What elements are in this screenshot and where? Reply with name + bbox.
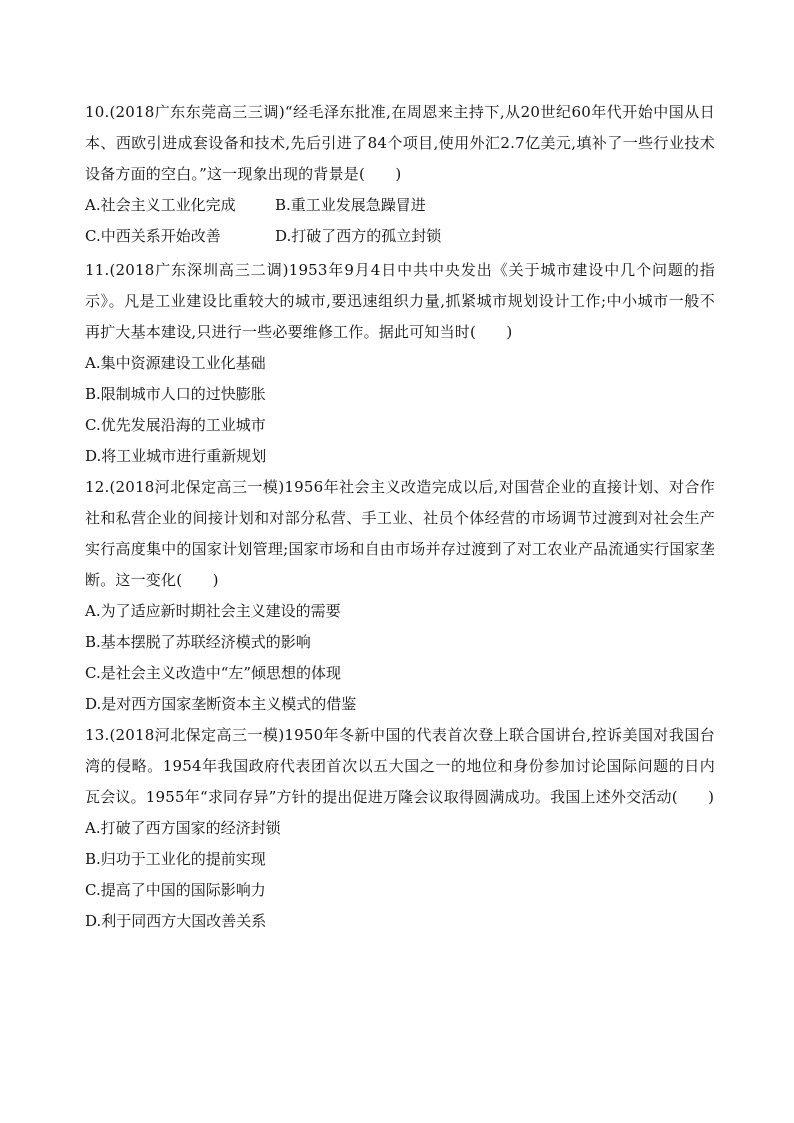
question-10-stem: 10.(2018广东东莞高三三调)“经毛泽东批准,在周恩来主持下,从20世纪60年代开始中国从日本、西欧引进成套设备和技术,先后引进了84个项目,使用外汇2.7亿美元,填补了一些行业技术设备方面的空白。”这一现象出现的背景是( ) xyxy=(85,103,715,183)
question-12-option-a[interactable]: A.为了适应新时期社会主义建设的需要 xyxy=(85,602,341,620)
question-12-stem: 12.(2018河北保定高三一模)1956年社会主义改造完成以后,对国营企业的直接计划、对合作社和私营企业的间接计划和对部分私营、手工业、社员个体经营的市场调节过渡到对社会生产实行高度集中的国家计划管理;国家市场和自由市场并存过渡到了对工农业产品流通实行国家垄断。这一变化( ) xyxy=(85,478,715,589)
question-13-stem: 13.(2018河北保定高三一模)1950年冬新中国的代表首次登上联合国讲台,控诉美国对我国台湾的侵略。1954年我国政府代表团首次以五大国之一的地位和身份参加讨论国际问题的日内瓦会议。1955年“求同存异”方针的提出促进万隆会议取得圆满成功。我国上述外交活动( ) xyxy=(85,726,715,806)
question-10-option-c[interactable]: C.中西关系开始改善 xyxy=(85,227,221,245)
question-11-option-a[interactable]: A.集中资源建设工业化基础 xyxy=(85,354,266,372)
question-10-option-d[interactable]: D.打破了西方的孤立封锁 xyxy=(275,227,442,245)
question-13-option-c[interactable]: C.提高了中国的国际影响力 xyxy=(85,881,266,899)
question-11 xyxy=(85,255,715,937)
question-10-options-row-2 xyxy=(85,221,715,252)
question-12-option-b[interactable]: B.基本摆脱了苏联经济模式的影响 xyxy=(85,633,311,651)
question-10-option-a[interactable]: A.社会主义工业化完成 xyxy=(85,196,236,214)
question-10-options-row-1 xyxy=(85,190,715,221)
question-11-option-c[interactable]: C.优先发展沿海的工业城市 xyxy=(85,416,266,434)
question-13-option-b[interactable]: B.归功于工业化的提前实现 xyxy=(85,850,266,868)
question-11-option-b[interactable]: B.限制城市人口的过快膨胀 xyxy=(85,385,266,403)
question-13-option-d[interactable]: D.利于同西方大国改善关系 xyxy=(85,912,267,930)
question-12-option-d[interactable]: D.是对西方国家垄断资本主义模式的借鉴 xyxy=(85,695,357,713)
question-11-option-d[interactable]: D.将工业城市进行重新规划 xyxy=(85,447,267,465)
question-13-option-a[interactable]: A.打破了西方国家的经济封锁 xyxy=(85,819,281,837)
question-12-option-c[interactable]: C.是社会主义改造中“左”倾思想的体现 xyxy=(85,664,342,682)
question-10-option-b[interactable]: B.重工业发展急躁冒进 xyxy=(275,196,426,214)
question-10 xyxy=(85,97,715,252)
question-11-stem: 11.(2018广东深圳高三二调)1953年9月4日中共中央发出《关于城市建设中几个问题的指示》。凡是工业建设比重较大的城市,要迅速组织力量,抓紧城市规划设计工作;中小城市一般不再扩大基本建设,只进行一些必要维修工作。据此可知当时( ) xyxy=(85,261,715,341)
